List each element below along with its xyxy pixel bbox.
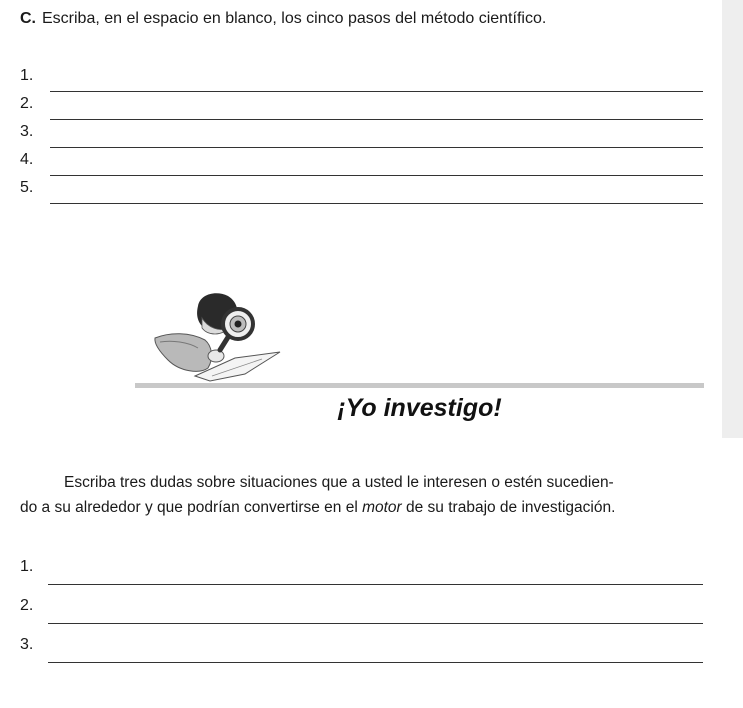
step-answer-line[interactable] <box>50 203 703 204</box>
question-answer-line[interactable] <box>48 584 703 585</box>
instruction-text: Escriba, en el espacio en blanco, los cinco pasos del método científico. <box>42 10 547 27</box>
step-number: 3. <box>20 123 34 140</box>
step-row-2 <box>20 94 703 114</box>
step-answer-line[interactable] <box>50 147 703 148</box>
question-row-3 <box>20 635 703 655</box>
step-row-3 <box>20 122 703 142</box>
instruction-italic-word: motor <box>362 499 402 516</box>
instruction-line-1: Escriba tres dudas sobre situaciones que a usted le interesen o estén sucedien- <box>64 474 614 491</box>
step-row-1 <box>20 66 703 86</box>
step-answer-line[interactable] <box>50 119 703 120</box>
question-row-1 <box>20 557 703 577</box>
activity-title: ¡Yo investigo! <box>337 394 502 422</box>
step-number: 4. <box>20 151 34 168</box>
instruction-text-part: de su trabajo de investigación. <box>401 499 616 516</box>
child-with-magnifying-glass-icon <box>150 288 285 383</box>
question-row-2 <box>20 596 703 616</box>
section-divider <box>135 383 704 388</box>
question-number: 2. <box>20 597 34 614</box>
instruction-text-part: do a su alrededor y que podrían convertirse en el <box>20 499 363 516</box>
step-row-4 <box>20 150 703 170</box>
activity-instructions <box>20 470 703 520</box>
page-edge-strip <box>722 0 743 438</box>
step-answer-line[interactable] <box>50 175 703 176</box>
question-number: 3. <box>20 636 34 653</box>
step-number: 1. <box>20 67 34 84</box>
step-answer-line[interactable] <box>50 91 703 92</box>
section-c-instruction <box>20 9 546 29</box>
step-number: 2. <box>20 95 34 112</box>
step-number: 5. <box>20 179 34 196</box>
question-answer-line[interactable] <box>48 623 703 624</box>
question-answer-line[interactable] <box>48 662 703 663</box>
instruction-line-2 <box>20 495 703 520</box>
step-row-5 <box>20 178 703 198</box>
section-letter: C. <box>20 10 36 27</box>
question-number: 1. <box>20 558 34 575</box>
